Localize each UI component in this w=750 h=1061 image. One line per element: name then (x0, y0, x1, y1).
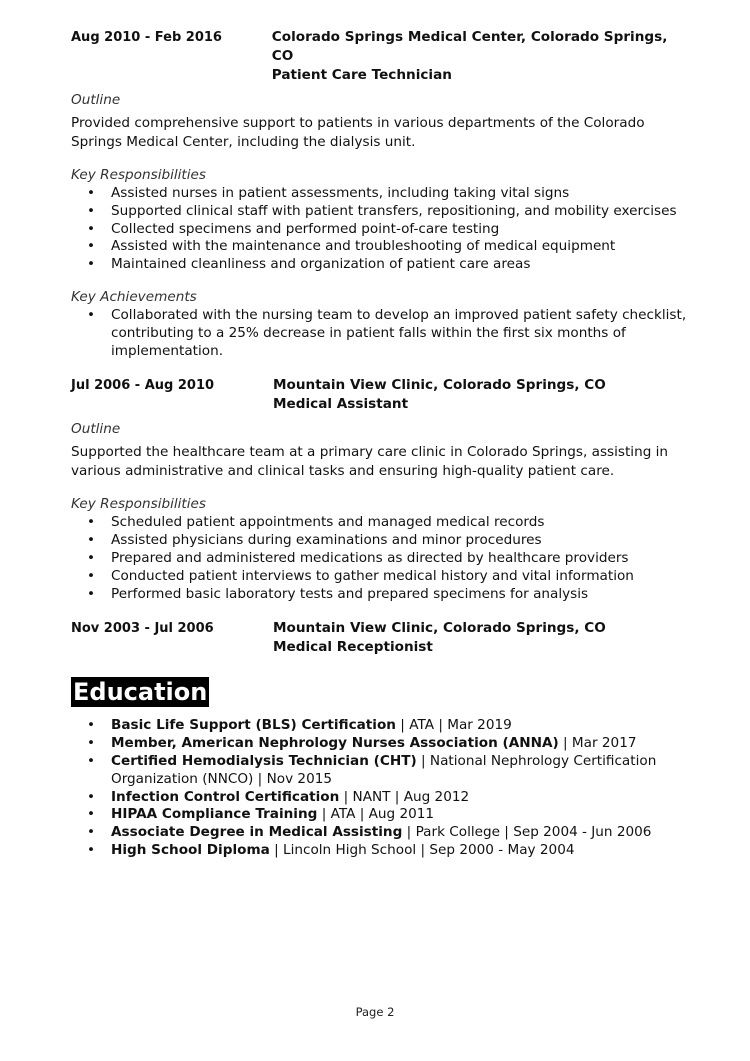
education-detail: | NANT | Aug 2012 (339, 788, 470, 805)
job-title: Patient Care Technician (271, 67, 452, 83)
job-title: Medical Receptionist (273, 639, 433, 656)
job-employer: Colorado Springs Medical Center, Colorado Springs, CO (271, 29, 668, 64)
responsibilities-label: Key Responsibilities (71, 496, 206, 513)
education-item (71, 753, 691, 789)
job-title: Medical Assistant (273, 396, 409, 413)
outline-label: Outline (71, 92, 121, 108)
education-item (71, 735, 691, 753)
education-item (71, 789, 691, 807)
job-entry (71, 28, 691, 360)
education-item (71, 842, 691, 860)
job-header (71, 619, 691, 657)
education-detail: | Lincoln High School | Sep 2000 - May 2004 (269, 841, 575, 858)
education-item (71, 717, 691, 735)
resume-page (71, 28, 691, 860)
education-name: HIPAA Compliance Training (111, 806, 318, 823)
education-item (71, 806, 691, 824)
education-name: Certified Hemodialysis Technician (CHT) (111, 752, 417, 769)
responsibilities-label: Key Responsibilities (71, 167, 206, 183)
list-item: • Collected specimens and performed point-of-care testing (71, 221, 691, 239)
responsibilities-list (71, 185, 691, 274)
job-entry (71, 376, 691, 603)
job-header (71, 28, 691, 85)
education-section (71, 657, 691, 859)
list-item: • Assisted physicians during examinations and minor procedures (71, 532, 691, 550)
job-dates: Nov 2003 - Jul 2006 (71, 621, 214, 637)
list-item: • Prepared and administered medications as directed by healthcare providers (71, 550, 691, 568)
job-dates: Jul 2006 - Aug 2010 (71, 378, 215, 394)
outline-label: Outline (71, 421, 121, 438)
list-item: • Scheduled patient appointments and managed medical records (71, 514, 691, 532)
education-detail: | Mar 2017 (558, 735, 637, 752)
achievements-list (71, 307, 691, 360)
education-name: Associate Degree in Medical Assisting (111, 824, 403, 841)
list-item: • Assisted nurses in patient assessments, including taking vital signs (71, 185, 691, 203)
outline-text: Provided comprehensive support to patients in various departments of the Colorado Springs Medical Center, including the dialysis unit. (71, 115, 645, 150)
education-list (71, 717, 691, 859)
education-detail: | Park College | Sep 2004 - Jun 2006 (402, 824, 652, 841)
job-employer: Mountain View Clinic, Colorado Springs, CO (273, 620, 606, 637)
education-detail: | National Nephrology Certification Organization (NNCO) | Nov 2015 (111, 752, 657, 787)
responsibilities-list (71, 514, 691, 603)
list-item: • Supported clinical staff with patient transfers, repositioning, and mobility exercises (71, 203, 691, 221)
list-item: • Maintained cleanliness and organization of patient care areas (71, 256, 691, 274)
education-name: Member, American Nephrology Nurses Association (ANNA) (111, 735, 559, 752)
education-detail: | ATA | Aug 2011 (317, 806, 435, 823)
education-item (71, 824, 691, 842)
education-detail: | ATA | Mar 2019 (395, 717, 512, 734)
education-name: Infection Control Certification (111, 788, 340, 805)
list-item: • Assisted with the maintenance and troubleshooting of medical equipment (71, 238, 691, 256)
job-entry (71, 619, 691, 657)
outline-text: Supported the healthcare team at a primary care clinic in Colorado Springs, assisting in various administrative and clinical tasks and ensuring high-quality patient care. (71, 444, 669, 480)
job-header (71, 376, 691, 414)
education-name: Basic Life Support (BLS) Certification (111, 717, 396, 734)
list-item: • Collaborated with the nursing team to develop an improved patient safety checklist, contributing to a 25% decrease in patient falls within the first six months of implementation. (71, 307, 691, 360)
education-name: High School Diploma (111, 841, 270, 858)
job-dates: Aug 2010 - Feb 2016 (71, 30, 222, 45)
page-number: Page 2 (355, 1005, 395, 1019)
job-employer: Mountain View Clinic, Colorado Springs, CO (273, 377, 606, 394)
education-heading: Education (73, 678, 208, 707)
list-item: • Conducted patient interviews to gather medical history and vital information (71, 568, 691, 586)
achievements-label: Key Achievements (71, 288, 197, 305)
list-item: • Performed basic laboratory tests and prepared specimens for analysis (71, 586, 691, 604)
